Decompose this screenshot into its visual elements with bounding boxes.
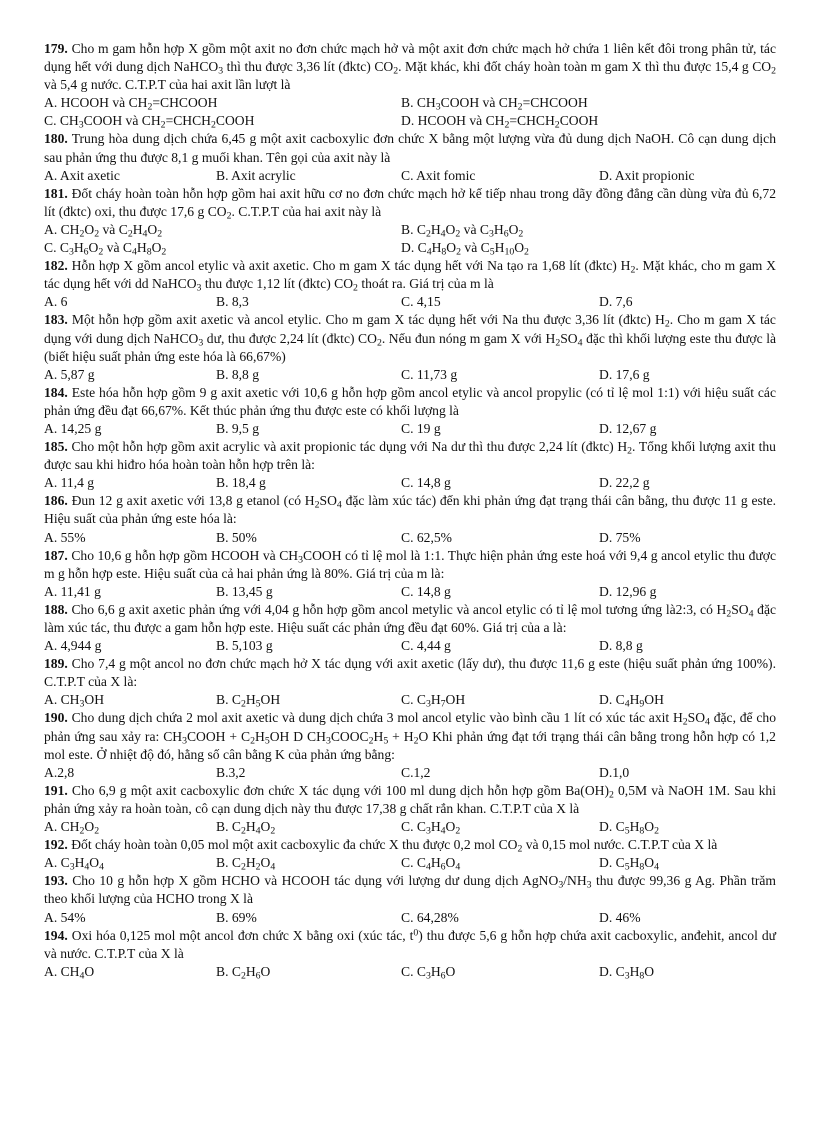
answer-option-a: A. $CH_3OH$ xyxy=(44,692,105,710)
answer-option-c: C. 14,8 g xyxy=(401,475,451,491)
question-number: 187. xyxy=(44,547,68,563)
answer-option-c: C. $C_3H_4O_2$ xyxy=(401,819,461,837)
answer-option-a: A. Axit axetic xyxy=(44,167,120,183)
question-number: 189. xyxy=(44,656,68,672)
answer-option-d: D. $C_4H_9OH$ xyxy=(599,692,664,710)
answer-option-b: B. 8,3 xyxy=(216,294,249,310)
question-number: 185. xyxy=(44,439,68,455)
question-number: 179. xyxy=(44,41,68,56)
question-stem xyxy=(44,601,776,637)
answer-option-b: B. 13,45 g xyxy=(216,583,273,599)
answer-option-c: C. 4,44 g xyxy=(401,638,451,654)
question-9 xyxy=(44,601,776,655)
answer-options xyxy=(44,909,776,927)
answer-option-c: C. 4,15 xyxy=(401,294,441,310)
answer-option-c: C. 19 g xyxy=(401,420,441,436)
answer-option-c: C. 62,5% xyxy=(401,529,452,545)
answer-options xyxy=(44,583,776,601)
answer-options xyxy=(44,529,776,547)
answer-option-d: D. 12,67 g xyxy=(599,420,657,436)
answer-option-b: B. 69% xyxy=(216,909,257,925)
question-number: 192. xyxy=(44,837,68,853)
answer-option-d: D. $C_4H_8O_2$ và $C_5H_{10}O_2$ xyxy=(401,240,529,258)
answer-option-d: D. 75% xyxy=(599,529,641,545)
answer-option-d: D. HCOOH và $CH_2=CHCH_2COOH$ xyxy=(401,113,599,131)
answer-options xyxy=(44,818,776,836)
answer-options xyxy=(44,221,776,257)
question-stem xyxy=(44,872,776,908)
answer-option-c: C. $C_4H_6O_4$ xyxy=(401,855,461,873)
question-number: 183. xyxy=(44,312,68,328)
answer-option-b: B. 9,5 g xyxy=(216,420,260,436)
answer-options xyxy=(44,637,776,655)
question-8 xyxy=(44,547,776,601)
question-stem xyxy=(44,547,776,583)
question-number: 193. xyxy=(44,873,68,889)
question-text: Một hỗn hợp gồm axit axetic và ancol etylic. Cho m gam X tác dụng hết với Na thu được 3,36 lít (đktc) $H_2$. Cho m gam X tác dụng với dung dịch NaHCO$_3$ dư, thu được 2,24 lít (đktc) $CO_2$. Nếu đun nóng m gam X với $H_2SO_4$ đặc thì khối lượng este thu được là (biết hiệu suất phản ứng este hóa là 66,67%) xyxy=(44,312,777,364)
question-text: Cho 7,4 g một ancol no đơn chức mạch hở X tác dụng với axit axetic (lấy dư), thu được 11,6 g este (hiệu suất phản ứng 100%). C.T.P.T của X là: xyxy=(44,656,776,690)
answer-option-d: D.1,0 xyxy=(599,764,630,780)
question-stem xyxy=(44,40,776,94)
question-stem xyxy=(44,311,776,365)
answer-option-d: D. Axit propionic xyxy=(599,167,695,183)
answer-option-b: B. $C_2H_2O_4$ xyxy=(216,855,276,873)
question-stem xyxy=(44,927,776,963)
question-text: Cho 10 g hỗn hợp X gồm HCHO và HCOOH tác dụng với lượng dư dung dịch $AgNO_3/NH_3$ thu được 99,36 g Ag. Phần trăm theo khối lượng của HCHO trong X là xyxy=(44,873,777,907)
answer-option-a: A. 11,4 g xyxy=(44,475,95,491)
question-14 xyxy=(44,872,776,926)
question-stem xyxy=(44,709,776,763)
question-text: Cho m gam hỗn hợp X gồm một axit no đơn chức mạch hở và một axit đơn chức mạch hở chứa 1 liên kết đôi trong phân tử, tác dụng hết với dung dịch NaHCO$_3$ thì thu được 3,36 lít (đktc) $CO_2$. Mặt khác, khi đốt cháy hoàn toàn m gam X thì thu được 15,4 g $CO_2$ và 5,4 g nước. C.T.P.T của hai axit lần lượt là xyxy=(44,41,776,93)
question-text: Cho 10,6 g hỗn hợp gồm HCOOH và $CH_3COOH$ có tỉ lệ mol là 1:1. Thực hiện phản ứng este hoá với 9,4 g ancol etylic thu được m g hỗn hợp este. Hiệu suất của cả hai phản ứng là 80%. Giá trị của m là: xyxy=(44,547,777,581)
answer-option-b: B.3,2 xyxy=(216,764,246,780)
question-text: Cho 6,9 g một axit cacboxylic đơn chức X tác dụng với 100 ml dung dịch hỗn hợp gồm $Ba(OH)_2$ 0,5M và NaOH 1M. Sau khi phản ứng xảy ra hoàn toàn, cô cạn dung dịch này thu được 17,38 g chất rắn khan. C.T.P.T của X là xyxy=(44,782,776,816)
question-number: 180. xyxy=(44,131,68,147)
answer-option-d: D. 17,6 g xyxy=(599,366,650,382)
answer-option-c: C. 64,28% xyxy=(401,909,459,925)
answer-option-a: A. 4,944 g xyxy=(44,638,102,654)
question-12 xyxy=(44,782,776,836)
answer-option-d: D. $C_3H_8O$ xyxy=(599,963,655,982)
question-1 xyxy=(44,130,776,184)
answer-options xyxy=(44,420,776,438)
answer-option-a: A. $CH_2O_2$ xyxy=(44,819,100,837)
question-10 xyxy=(44,655,776,709)
answer-option-d: D. 46% xyxy=(599,909,641,925)
answer-option-a: A.2,8 xyxy=(44,764,75,780)
question-11 xyxy=(44,709,776,781)
question-text: Đốt cháy hoàn toàn 0,05 mol một axit cacboxylic đa chức X thu được 0,2 mol $CO_2$ và 0,15 mol nước. C.T.P.T của X là xyxy=(71,837,718,855)
answer-option-c: C.1,2 xyxy=(401,764,431,780)
question-text: Cho 6,6 g axit axetic phản ứng với 4,04 g hỗn hợp gồm ancol metylic và ancol etylic có tỉ lệ mol tương ứng là2:3, có $H_2SO_4$ đặc làm xúc tác, thu được a gam hỗn hợp este. Hiệu suất các phản ứng đều đạt 60%. Giá trị của a là: xyxy=(44,601,777,635)
question-number: 182. xyxy=(44,258,68,274)
question-stem xyxy=(44,438,776,474)
question-5 xyxy=(44,384,776,438)
question-number: 194. xyxy=(44,927,68,943)
answer-option-a: A. HCOOH và $CH_2=CHCOOH$ xyxy=(44,95,218,113)
question-2 xyxy=(44,185,776,257)
answer-option-b: B. $CH_3COOH$ và $CH_2=CHCOOH$ xyxy=(401,95,588,113)
answer-option-b: B. 18,4 g xyxy=(216,475,266,491)
question-13 xyxy=(44,836,776,872)
answer-option-b: B. $C_2H_4O_2$ và $C_3H_6O_2$ xyxy=(401,221,524,240)
answer-options xyxy=(44,293,776,311)
question-stem xyxy=(44,492,776,528)
answer-option-b: B. 5,103 g xyxy=(216,638,273,654)
answer-option-c: C. $C_3H_6O$ xyxy=(401,963,456,982)
question-text: Cho dung dịch chứa 2 mol axit axetic và dung dịch chứa 3 mol ancol etylic vào bình cầu 1 lít có xúc tác axit $H_2SO_4$ đặc, để cho phản ứng sau xảy ra: $CH_3COOH + C_2H_5OH$ D $CH_3COOC_2H_5 + H_2O$ Khi phản ứng đạt tới trạng thái cân bằng trong hỗn hợp có 1,2 mol este. Ở nhiệt độ đó, hằng số cân bằng K của phản ứng bằng: xyxy=(44,710,776,762)
answer-options xyxy=(44,474,776,492)
answer-option-c: C. Axit fomic xyxy=(401,167,476,183)
answer-option-b: B. $C_2H_6O$ xyxy=(216,963,271,982)
answer-option-c: C. $CH_3COOH$ và $CH_2=CHCH_2COOH$ xyxy=(44,113,255,131)
answer-option-a: A. $CH_2O_2$ và $C_2H_4O_2$ xyxy=(44,221,163,240)
answer-option-a: A. 54% xyxy=(44,909,86,925)
answer-options xyxy=(44,854,776,872)
question-number: 181. xyxy=(44,185,68,201)
question-stem xyxy=(44,257,776,293)
answer-option-d: D. $C_5H_8O_4$ xyxy=(599,855,660,873)
answer-option-c: C. 11,73 g xyxy=(401,366,458,382)
answer-option-a: A. 14,25 g xyxy=(44,420,102,436)
answer-option-d: D. 12,96 g xyxy=(599,583,657,599)
answer-option-b: B. $C_2H_4O_2$ xyxy=(216,819,276,837)
question-4 xyxy=(44,311,776,383)
question-3 xyxy=(44,257,776,311)
answer-option-a: A. 55% xyxy=(44,529,86,545)
question-number: 191. xyxy=(44,782,68,798)
answer-options xyxy=(44,691,776,709)
question-15 xyxy=(44,927,776,981)
question-0 xyxy=(44,40,776,130)
answer-option-d: D. 22,2 g xyxy=(599,475,650,491)
question-text: Hỗn hợp X gồm ancol etylic và axit axetic. Cho m gam X tác dụng hết với Na tạo ra 1,68 lít (đktc) $H_2$. Mặt khác, cho m gam X tác dụng hết với dd NaHCO$_3$ thu được 1,12 lít (đktc) $CO_2$ thoát ra. Giá trị của m là xyxy=(44,258,776,294)
question-6 xyxy=(44,438,776,492)
question-text: Oxi hóa 0,125 mol một ancol đơn chức X bằng oxi (xúc tác, $t^0$) thu được 5,6 g hỗn hợp chứa axit cacboxylic, anđehit, ancol dư và nước. C.T.P.T của X là xyxy=(44,927,776,961)
answer-options xyxy=(44,94,776,130)
question-7 xyxy=(44,492,776,546)
question-stem xyxy=(44,384,776,420)
answer-options xyxy=(44,764,776,782)
answer-option-d: D. $C_5H_8O_2$ xyxy=(599,819,660,837)
answer-option-c: C. 14,8 g xyxy=(401,583,451,599)
question-text: Cho một hỗn hợp gồm axit acrylic và axit propionic tác dụng với Na dư thì thu được 2,24 lít (đktc) $H_2$. Tổng khối lượng axit thu được sau khi hiđro hóa hoàn toàn hỗn hợp trên là: xyxy=(44,439,776,473)
question-number: 190. xyxy=(44,710,68,726)
question-number: 188. xyxy=(44,601,68,617)
answer-option-b: B. 8,8 g xyxy=(216,366,260,382)
answer-option-b: B. $C_2H_5OH$ xyxy=(216,692,281,710)
answer-options xyxy=(44,963,776,981)
question-text: Este hóa hỗn hợp gồm 9 g axit axetic với 10,6 g hỗn hợp gồm ancol etylic và ancol propylic (có tỉ lệ mol 1:1) với hiệu suất các phản ứng đều đạt 66,67%. Kết thúc phản ứng thu được este có khối lượng là xyxy=(44,384,776,418)
answer-option-c: C. $C_3H_7OH$ xyxy=(401,692,466,710)
answer-option-a: A. $CH_4O$ xyxy=(44,963,95,982)
question-text: Trung hòa dung dịch chứa 6,45 g một axit cacboxylic đơn chức X bằng một lượng vừa đủ dung dịch NaOH. Cô cạn dung dịch sau phản ứng thu được 8,1 g muối khan. Tên gọi của axit này là xyxy=(44,131,776,165)
question-number: 186. xyxy=(44,493,68,509)
answer-option-d: D. 8,8 g xyxy=(599,638,643,654)
answer-option-a: A. 11,41 g xyxy=(44,583,101,599)
answer-options xyxy=(44,167,776,185)
answer-option-b: B. Axit acrylic xyxy=(216,167,296,183)
question-text: Đun 12 g axit axetic với 13,8 g etanol (có $H_2SO_4$ đặc làm xúc tác) đến khi phản ứng đạt trạng thái cân bằng, thu được 11 g este. Hiệu suất của phản ứng este hóa là: xyxy=(44,493,777,527)
answer-option-a: A. 5,87 g xyxy=(44,366,95,382)
question-stem xyxy=(44,782,776,818)
question-stem xyxy=(44,185,776,221)
answer-option-d: D. 7,6 xyxy=(599,294,633,310)
answer-option-c: C. $C_3H_6O_2$ và $C_4H_8O_2$ xyxy=(44,240,167,258)
question-stem xyxy=(44,836,776,854)
question-number: 184. xyxy=(44,384,68,400)
question-text: Đốt cháy hoàn toàn hỗn hợp gồm hai axit hữu cơ no đơn chức mạch hở kế tiếp nhau trong dãy đồng đẳng cần dùng vừa đủ 6,72 lít (đktc) oxi, thu được 17,6 g $CO_2$. C.T.P.T của hai axit này là xyxy=(44,185,776,222)
question-list xyxy=(44,40,776,981)
question-stem xyxy=(44,130,776,166)
question-stem xyxy=(44,655,776,691)
answer-option-b: B. 50% xyxy=(216,529,257,545)
answer-option-a: A. 6 xyxy=(44,294,68,310)
answer-options xyxy=(44,366,776,384)
answer-option-a: A. $C_3H_4O_4$ xyxy=(44,855,105,873)
